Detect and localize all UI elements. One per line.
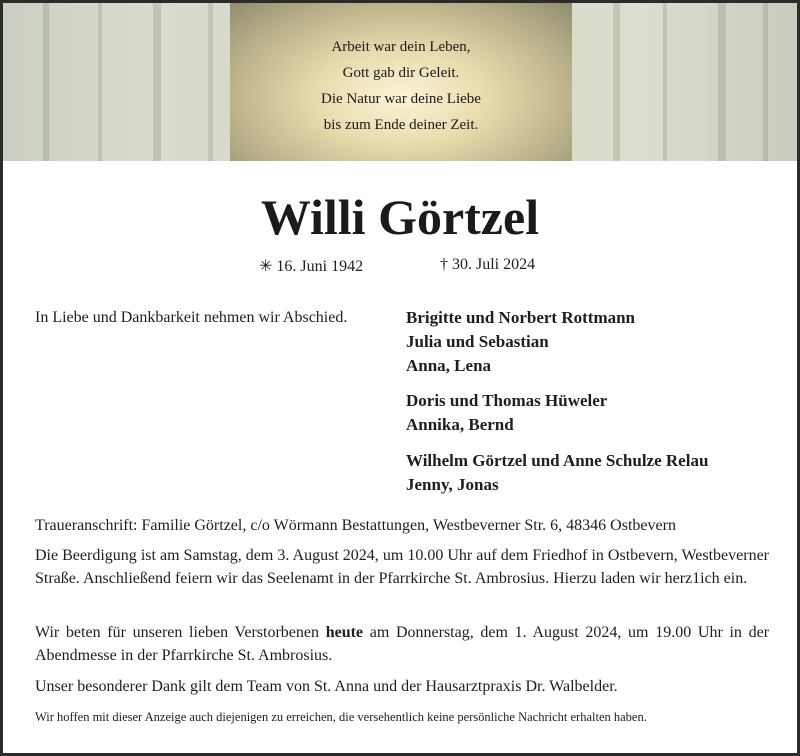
family-line: Julia und Sebastian (406, 332, 549, 351)
family-line: Doris und Thomas Hüweler (406, 391, 608, 410)
poem-line: Arbeit war dein Leben, (331, 39, 471, 55)
family-line: Jenny, Jonas (406, 475, 499, 494)
family-line: Brigitte und Norbert Rottmann (406, 308, 636, 327)
notice-footnote: Wir hoffen mit dieser Anzeige auch diejenigen zu erreichen, die versehentlich keine persönliche Nachricht erhalten haben. (35, 710, 647, 724)
family-line: Wilhelm Görtzel und Anne Schulze Relau (406, 451, 709, 470)
prayer-details (35, 621, 769, 667)
family-group (406, 389, 607, 437)
birth-date: ✳ 16. Juni 1942 (259, 258, 364, 275)
prayer-text-before: Wir beten für unseren lieben Verstorbenen (35, 624, 319, 641)
family-group (406, 306, 635, 378)
death-date: † 30. Juli 2024 (440, 256, 536, 273)
mourning-address: Traueranschrift: Familie Görtzel, c/o Wörmann Bestattungen, Westbeverner Str. 6, 48346 Ostbevern (35, 517, 676, 534)
funeral-details: Die Beerdigung ist am Samstag, dem 3. August 2024, um 10.00 Uhr auf dem Friedhof in Ostbevern, Westbeverner Straße. Anschließend feiern wir das Seelenamt in der Pfarrkirche St. Ambrosius. Hierzu laden wir herz1ich ein. (35, 547, 769, 587)
thanks-text: Unser besonderer Dank gilt dem Team von St. Anna und der Hausarztpraxis Dr. Walbelder. (35, 678, 618, 695)
poem-line: bis zum Ende deiner Zeit. (323, 117, 479, 133)
family-group (406, 449, 708, 497)
family-line: Annika, Bernd (406, 415, 514, 434)
family-line: Anna, Lena (406, 356, 492, 375)
prayer-text-after: am Donnerstag, dem 1. August 2024, um 19.00 Uhr in der Abendmesse in der Pfarrkirche St. Ambrosius. (35, 624, 770, 664)
poem (230, 34, 572, 138)
prayer-highlight: heute (325, 624, 364, 641)
poem-line: Gott gab dir Geleit. (342, 65, 460, 81)
deceased-name: Willi Görtzel (260, 189, 540, 245)
poem-line: Die Natur war deine Liebe (321, 91, 481, 107)
farewell-intro: In Liebe und Dankbarkeit nehmen wir Abschied. (35, 309, 348, 326)
